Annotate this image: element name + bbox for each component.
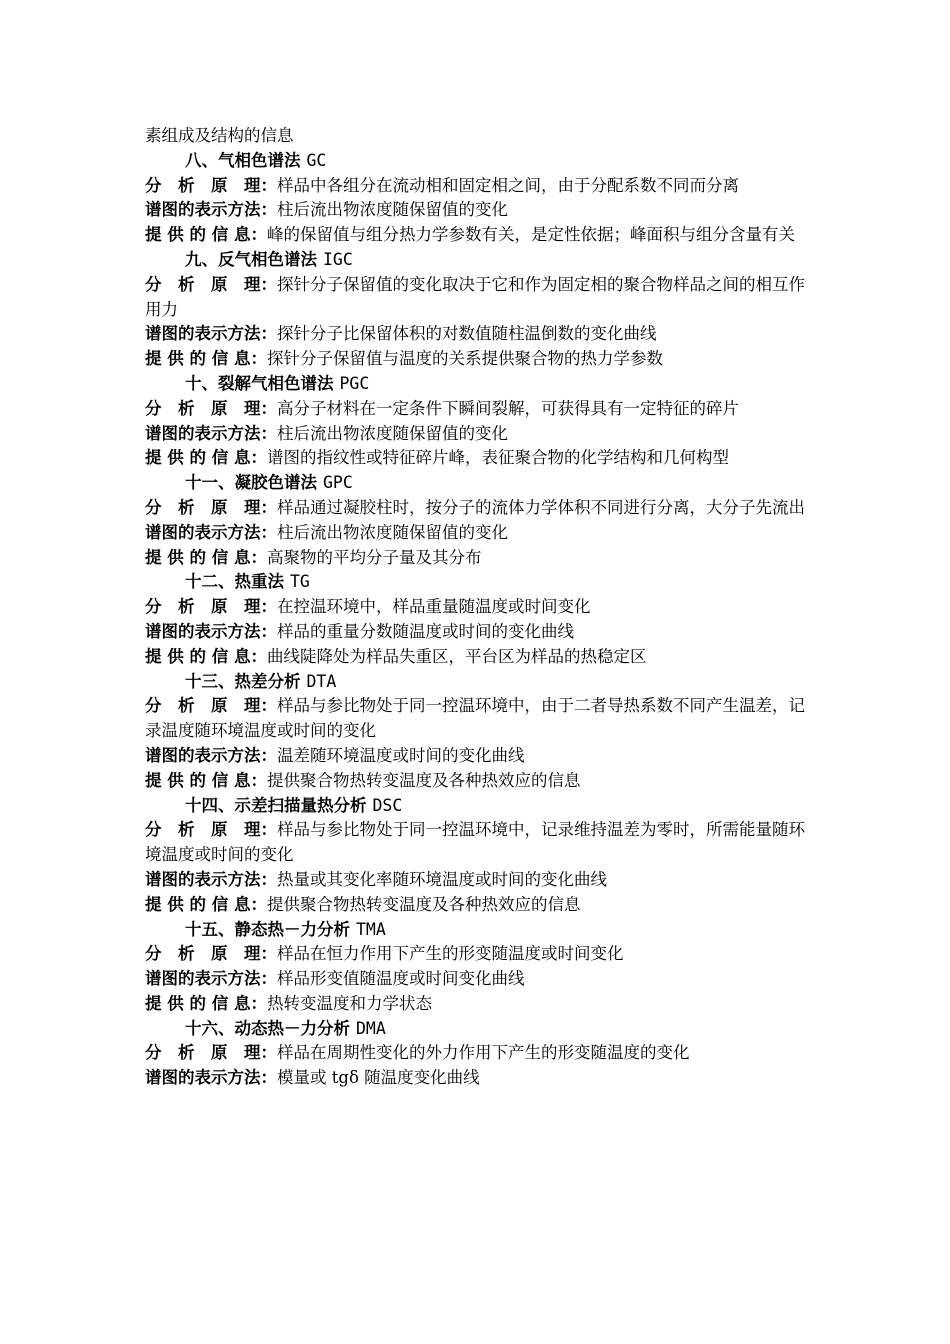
- method-section: [145, 918, 810, 1017]
- section-code: PGC: [339, 373, 370, 393]
- spectrum-label: 谱图的表示方法：: [145, 869, 277, 889]
- section-title: 八、气相色谱法: [185, 150, 301, 170]
- section-title: 十二、热重法: [185, 572, 284, 592]
- spectrum-label: 谱图的表示方法：: [145, 745, 277, 765]
- section-heading: [145, 372, 810, 397]
- info-line: [145, 769, 810, 794]
- info-label: 提 供 的 信 息：: [145, 894, 267, 914]
- spectrum-line: [145, 521, 810, 546]
- info-line: [145, 347, 810, 372]
- principle-label: 分 析 原 理：: [145, 696, 277, 716]
- principle-text: 样品在恒力作用下产生的形变随温度或时间变化: [277, 944, 624, 964]
- info-text: 高聚物的平均分子量及其分布: [266, 547, 482, 567]
- method-section: [145, 149, 810, 248]
- section-title: 九、反气相色谱法: [185, 249, 317, 269]
- spectrum-text: 样品形变值随温度或时间变化曲线: [277, 969, 525, 989]
- section-code: DSC: [372, 795, 403, 815]
- spectrum-text: 温差随环境温度或时间的变化曲线: [277, 745, 525, 765]
- principle-label: 分 析 原 理：: [145, 497, 277, 517]
- info-label: 提 供 的 信 息：: [145, 225, 267, 245]
- principle-text: 样品与参比物处于同一控温环境中，记录维持温差为零时，所需能量随环境温度或时间的变化: [145, 820, 805, 865]
- principle-line: [145, 174, 810, 199]
- info-text: 谱图的指纹性或特征碎片峰，表征聚合物的化学结构和几何构型: [266, 448, 729, 468]
- principle-label: 分 析 原 理：: [145, 820, 277, 840]
- section-title: 十五、静态热－力分析: [185, 919, 350, 939]
- principle-text: 样品中各组分在流动相和固定相之间，由于分配系数不同而分离: [277, 175, 739, 195]
- section-heading: [145, 1017, 810, 1042]
- method-section: [145, 372, 810, 471]
- info-line: [145, 446, 810, 471]
- spectrum-line: [145, 744, 810, 769]
- section-code: GPC: [323, 473, 353, 493]
- info-text: 提供聚合物热转变温度及各种热效应的信息: [266, 770, 581, 790]
- section-heading: [145, 248, 810, 273]
- spectrum-line: [145, 322, 810, 347]
- section-heading: [145, 570, 810, 595]
- principle-label: 分 析 原 理：: [145, 1043, 277, 1063]
- spectrum-label: 谱图的表示方法：: [145, 522, 277, 542]
- principle-line: [145, 1041, 810, 1066]
- section-code: GC: [306, 150, 327, 170]
- section-code: TMA: [356, 919, 386, 939]
- info-text: 曲线陡降处为样品失重区，平台区为样品的热稳定区: [266, 646, 647, 666]
- section-title: 十三、热差分析: [185, 671, 301, 691]
- spectrum-text: 探针分子比保留体积的对数值随柱温倒数的变化曲线: [277, 324, 657, 344]
- info-label: 提 供 的 信 息：: [145, 770, 267, 790]
- section-code: IGC: [323, 249, 353, 269]
- spectrum-label: 谱图的表示方法：: [145, 324, 277, 344]
- info-line: [145, 223, 810, 248]
- document-body: [145, 124, 810, 1091]
- section-title: 十、裂解气相色谱法: [185, 373, 334, 393]
- info-line: [145, 645, 810, 670]
- info-label: 提 供 的 信 息：: [145, 448, 267, 468]
- section-heading: [145, 471, 810, 496]
- spectrum-label: 谱图的表示方法：: [145, 423, 277, 443]
- principle-label: 分 析 原 理：: [145, 274, 277, 294]
- principle-text: 在控温环境中，样品重量随温度或时间变化: [277, 597, 591, 617]
- method-section: [145, 1017, 810, 1091]
- principle-line: [145, 942, 810, 967]
- principle-text: 探针分子保留值的变化取决于它和作为固定相的聚合物样品之间的相互作用力: [145, 274, 805, 319]
- section-list: [145, 149, 810, 1091]
- info-label: 提 供 的 信 息：: [145, 993, 267, 1013]
- spectrum-line: [145, 198, 810, 223]
- principle-line: [145, 397, 810, 422]
- info-line: [145, 992, 810, 1017]
- section-title: 十四、示差扫描量热分析: [185, 795, 367, 815]
- info-text: 探针分子保留值与温度的关系提供聚合物的热力学参数: [266, 349, 663, 369]
- principle-line: [145, 496, 810, 521]
- section-heading: [145, 794, 810, 819]
- method-section: [145, 248, 810, 372]
- principle-line: [145, 273, 810, 323]
- principle-text: 样品在周期性变化的外力作用下产生的形变随温度的变化: [277, 1043, 690, 1063]
- principle-line: [145, 818, 810, 868]
- principle-line: [145, 595, 810, 620]
- spectrum-label: 谱图的表示方法：: [145, 969, 277, 989]
- section-heading: [145, 670, 810, 695]
- method-section: [145, 471, 810, 570]
- spectrum-line: [145, 422, 810, 447]
- principle-text: 高分子材料在一定条件下瞬间裂解，可获得具有一定特征的碎片: [277, 398, 739, 418]
- spectrum-label: 谱图的表示方法：: [145, 621, 277, 641]
- principle-label: 分 析 原 理：: [145, 944, 277, 964]
- info-label: 提 供 的 信 息：: [145, 646, 267, 666]
- section-heading: [145, 149, 810, 174]
- spectrum-text: 模量或 tgδ 随温度变化曲线: [277, 1068, 480, 1088]
- info-label: 提 供 的 信 息：: [145, 547, 267, 567]
- spectrum-text: 柱后流出物浓度随保留值的变化: [277, 200, 508, 220]
- section-code: DTA: [306, 671, 337, 691]
- info-label: 提 供 的 信 息：: [145, 349, 267, 369]
- spectrum-line: [145, 868, 810, 893]
- principle-text: 样品与参比物处于同一控温环境中，由于二者导热系数不同产生温差，记录温度随环境温度或时间的变化: [145, 696, 805, 741]
- method-section: [145, 794, 810, 918]
- principle-label: 分 析 原 理：: [145, 398, 277, 418]
- spectrum-text: 柱后流出物浓度随保留值的变化: [277, 423, 508, 443]
- info-line: [145, 546, 810, 571]
- section-code: DMA: [356, 1018, 386, 1038]
- spectrum-label: 谱图的表示方法：: [145, 200, 277, 220]
- spectrum-line: [145, 620, 810, 645]
- section-heading: [145, 918, 810, 943]
- info-text: 提供聚合物热转变温度及各种热效应的信息: [266, 894, 581, 914]
- principle-line: [145, 694, 810, 744]
- section-code: TG: [290, 572, 310, 592]
- principle-text: 样品通过凝胶柱时，按分子的流体力学体积不同进行分离，大分子先流出: [277, 497, 805, 517]
- spectrum-text: 柱后流出物浓度随保留值的变化: [277, 522, 508, 542]
- section-title: 十六、动态热－力分析: [185, 1018, 350, 1038]
- info-line: [145, 893, 810, 918]
- principle-label: 分 析 原 理：: [145, 597, 277, 617]
- method-section: [145, 570, 810, 669]
- intro-text: 素组成及结构的信息: [145, 126, 294, 145]
- spectrum-line: [145, 1066, 810, 1091]
- spectrum-text: 热量或其变化率随环境温度或时间的变化曲线: [277, 869, 607, 889]
- info-text: 峰的保留值与组分热力学参数有关，是定性依据；峰面积与组分含量有关: [266, 225, 795, 245]
- spectrum-line: [145, 967, 810, 992]
- spectrum-text: 样品的重量分数随温度或时间的变化曲线: [277, 621, 574, 641]
- spectrum-label: 谱图的表示方法：: [145, 1068, 277, 1088]
- method-section: [145, 670, 810, 794]
- info-text: 热转变温度和力学状态: [266, 993, 432, 1013]
- principle-label: 分 析 原 理：: [145, 175, 277, 195]
- section-title: 十一、凝胶色谱法: [185, 473, 317, 493]
